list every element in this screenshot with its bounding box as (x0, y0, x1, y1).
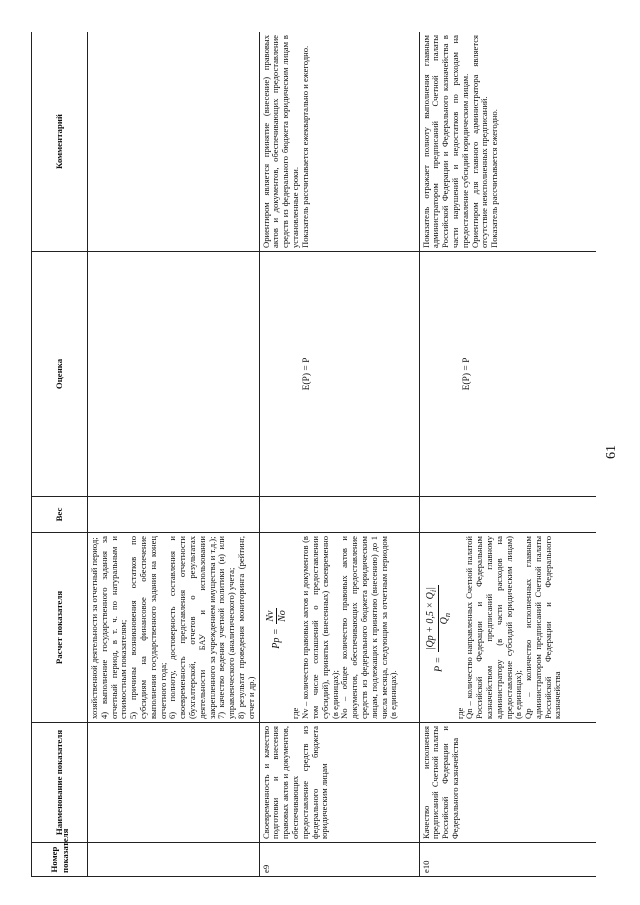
cell-weight (259, 497, 419, 533)
evaluation-formula: E(P) = P (301, 357, 312, 391)
evaluation-formula: E(P) = P (461, 357, 472, 391)
cell-number: е10 (419, 843, 596, 877)
table-row-e10 (419, 32, 596, 877)
indicators-table (31, 32, 596, 877)
formula-denominator-sub: n (443, 612, 453, 618)
formula-explanation: Nv – количество правовых актов и документов (в том числе соглашений о предоставлении субсидий), принятых (внесенных) своевременно (в единицах); No – общее количество правовых актов и документов, обеспечивающих предоставление средств из федерального бюджета юридическим лицам, подлежащих к принятию (внесению) до 1 числа месяца, следующим за отчетным периодом (в единицах). (300, 536, 399, 719)
document-sheet (31, 32, 596, 877)
cell-comment (88, 32, 260, 252)
formula-numerator-main: |Qp + 0,5 × Q (424, 592, 436, 651)
cell-calculation (259, 533, 419, 723)
formula-numerator-sub: i (428, 589, 438, 593)
cell-calculation (419, 533, 596, 723)
header-name: Наименование показателя (32, 723, 88, 843)
cell-evaluation (88, 252, 260, 497)
formula-denominator (439, 585, 452, 652)
cell-weight (88, 497, 260, 533)
table-row-continued (88, 32, 260, 877)
header-calculation: Расчет показателя (32, 533, 88, 723)
formula-lhs: P = (432, 656, 444, 672)
cell-name: Качество исполнения предписаний Счетной палаты Российской Федерации и Федерального казначейства (419, 723, 596, 843)
formula-numerator: Nv (265, 608, 277, 624)
cell-name: Своевременность и качество подготовки и внесения правовых актов и документов, обеспечивающих предоставление средств из федерального бюджета юридическим лицам (259, 723, 419, 843)
formula-fraction (425, 585, 453, 652)
header-number: Номер показателя (32, 843, 88, 877)
header-evaluation: Оценка (32, 252, 88, 497)
formula-numerator: $|Qp + 0,5 \times Q_i|$ (424, 587, 438, 651)
page-number: 61 (604, 445, 619, 459)
formula-fraction (265, 608, 289, 624)
formula-where: где (454, 707, 465, 719)
formula-e10 (425, 536, 453, 719)
formula-lhs: Pp = (270, 628, 282, 649)
cell-evaluation (259, 252, 419, 497)
header-comment: Комментарий (32, 32, 88, 252)
cell-weight (419, 497, 596, 533)
formula-explanation: Qn – количество направленных Счетной палатой Российской Федерации и Федеральным казначейством предписаний главному администратору (в части расходов на предоставление субсидий юридическим лицам) (в единицах); Qp – количество исполненных главным администратором предписаний Счетной палаты Российской Федерации и Федерального казначейства (464, 536, 563, 719)
table-row-e9 (259, 32, 419, 877)
cell-comment: Ориентиром является принятие (внесение) правовых актов и документов, обеспечивающих предоставление средств из федерального бюджета юридическим лицам в установленные сроки. Показатель рассчитывается ежеквартально и ежегодно. (259, 32, 419, 252)
cell-number: е9 (259, 843, 419, 877)
cell-number (88, 843, 260, 877)
table-header-row (32, 32, 88, 877)
formula-denominator-main: Q (439, 617, 451, 625)
header-weight: Вес (32, 497, 88, 533)
cell-name (88, 723, 260, 843)
formula-where: где (290, 707, 301, 719)
formula-denominator: No (276, 610, 288, 622)
formula-e9 (265, 536, 289, 719)
cell-calculation: хозяйственной деятельности за отчетный период; 4) выполнение государственного задания за отчетный период, в т. ч. по натуральным и стоимостным показателям; 5) причины возникновения остатков по субсидиям на финансовое обеспечение выполнения государственного задания на конец отчетного года; 6) полноту, достоверность составления и своевременность представления отчетности (бухгалтерской, отчетов о результатах деятельности БАУ и использовании закрепленного за учреждением имущества и т.д.); 7) качество ведения учетной политики (и) или управленческого (аналитического) учета; 8) результат проведения мониторинга (рейтинг, отчет и др.) (88, 533, 260, 723)
cell-comment: Показатель отражает полноту выполнения главным администратором предписаний Счетной палаты Российской Федерации и Федерального казначейства в части нарушений и недостатков по расходам на предоставление субсидий юридическим лицам. Ориентиром для главного администратора является отсутствие неисполненных предписаний. Показатель рассчитывается ежегодно. (419, 32, 596, 252)
cell-evaluation (419, 252, 596, 497)
